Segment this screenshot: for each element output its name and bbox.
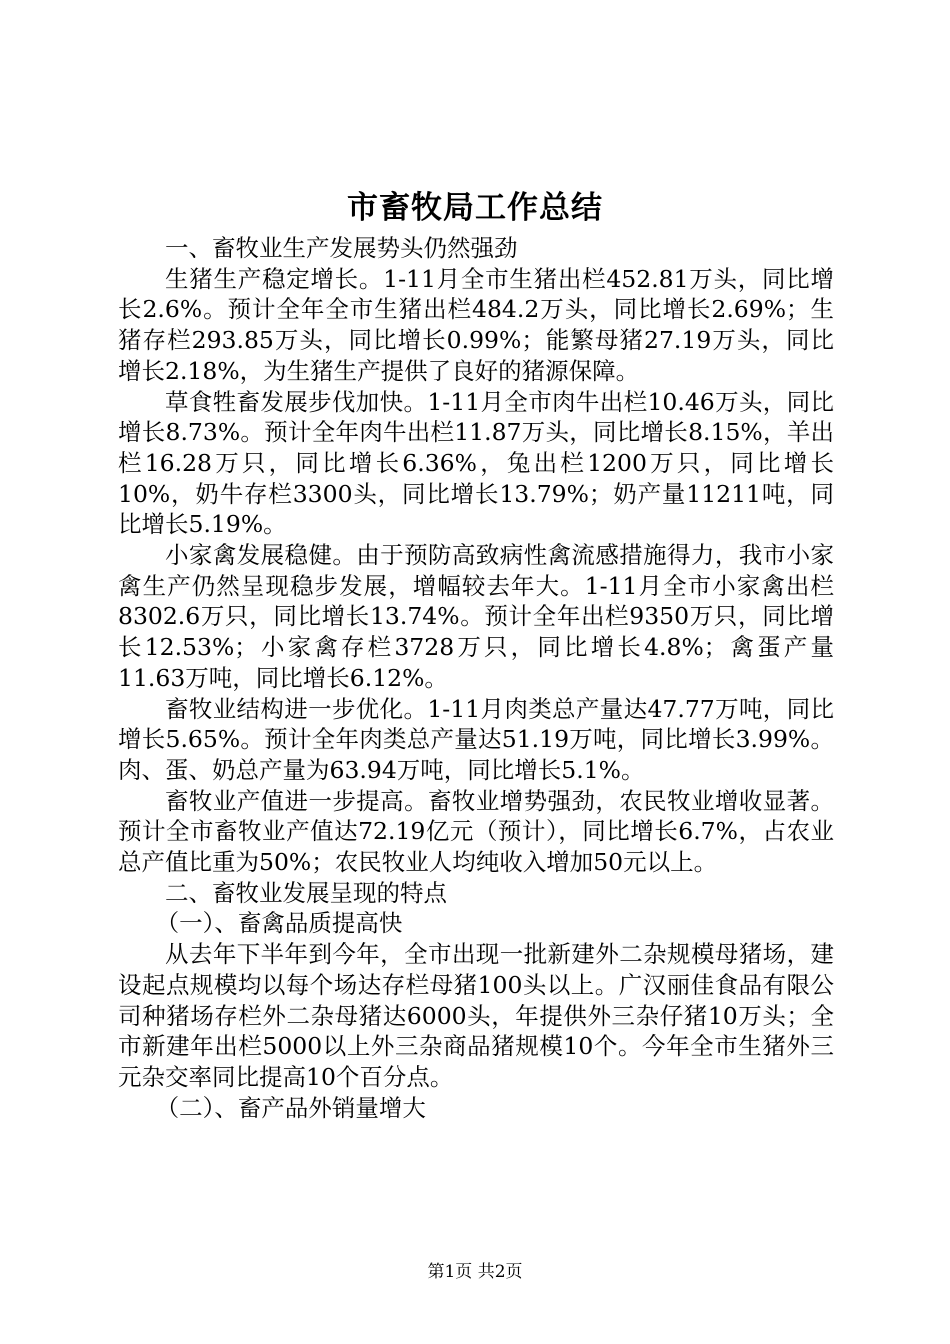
paragraph-quality: 从去年下半年到今年，全市出现一批新建外二杂规模母猪场，建设起点规模均以每个场达存栏母猪100头以上。广汉丽佳食品有限公司种猪场存栏外二杂母猪达6000头，年提供外三杂仔猪10万头；全市新建年出栏5000以上外三杂商品猪规模10个。今年全市生猪外三元杂交率同比提高10个百分点。: [118, 940, 834, 1091]
section-heading-1: 一、畜牧业生产发展势头仍然强劲: [165, 234, 518, 262]
document-title: 市畜牧局工作总结: [347, 190, 603, 226]
paragraph-poultry: 小家禽发展稳健。由于预防高致病性禽流感措施得力，我市小家禽生产仍然呈现稳步发展，增幅较去年大。1-11月全市小家禽出栏8302.6万只，同比增长13.74%。预计全年出栏9350万只，同比增长12.53%；小家禽存栏3728万只，同比增长4.8%；禽蛋产量11.63万吨，同比增长6.12%。: [118, 541, 834, 692]
subsection-heading-1: （一）、畜禽品质提高快: [155, 909, 403, 938]
paragraph-structure: 畜牧业结构进一步优化。1-11月肉类总产量达47.77万吨，同比增长5.65%。预计全年肉类总产量达51.19万吨，同比增长3.99%。肉、蛋、奶总产量为63.94万吨，同比增长5.1%。: [118, 694, 834, 784]
page-footer: 第1页 共2页: [427, 1262, 523, 1282]
document-body: [118, 233, 834, 1123]
paragraph-herbivore: 草食牲畜发展步伐加快。1-11月全市肉牛出栏10.46万头，同比增长8.73%。预计全年肉牛出栏11.87万头，同比增长8.15%，羊出栏16.28万只，同比增长6.36%，兔出栏1200万只，同比增长10%，奶牛存栏3300头，同比增长13.79%；奶产量11211吨，同比增长5.19%。: [118, 387, 834, 539]
section-heading-2: 二、畜牧业发展呈现的特点: [165, 878, 447, 907]
paragraph-pig-production: 生猪生产稳定增长。1-11月全市生猪出栏452.81万头，同比增长2.6%。预计全年全市生猪出栏484.2万头，同比增长2.69%；生猪存栏293.85万头，同比增长0.99%；能繁母猪27.19万头，同比增长2.18%，为生猪生产提供了良好的猪源保障。: [118, 264, 834, 385]
paragraph-output-value: 畜牧业产值进一步提高。畜牧业增势强劲，农民牧业增收显著。预计全市畜牧业产值达72.19亿元（预计），同比增长6.7%，占农业总产值比重为50%；农民牧业人均纯收入增加50元以上。: [118, 786, 834, 877]
subsection-heading-2: （二）、畜产品外销量增大: [155, 1093, 426, 1122]
